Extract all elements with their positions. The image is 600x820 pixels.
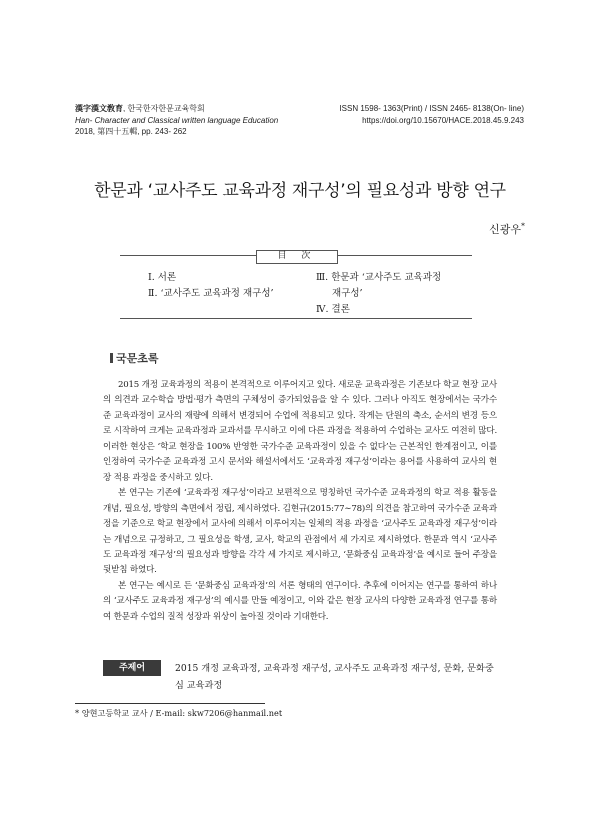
toc-left-column xyxy=(148,270,274,302)
toc-item: 재구성’ xyxy=(332,288,363,299)
journal-english-name: Han- Character and Classical written language Education xyxy=(75,115,279,125)
author-name: 신광우 xyxy=(489,223,521,236)
journal-header: 漢字漢文敎育, 한국한자한문교육학회 Han- Character and Classical written language Education 2018, 第四十五輯, pp. 243- 262 xyxy=(75,104,279,136)
toc-item: Ⅳ. 결론 xyxy=(316,304,350,315)
toc-heading: 目 次 xyxy=(256,250,338,264)
toc-item: Ⅲ. 한문과 ‘교사주도 교육과정 xyxy=(316,272,442,283)
abstract-paragraph: 본 연구는 예시로 든 ‘문화중심 교육과정’의 서론 형태의 연구이다. 추후에 이어지는 연구를 통하여 하나의 ‘교사주도 교육과정 재구성’의 예시를 만들 예정이고, 이와 같은 현장 교사의 다양한 교육과정 연구를 통하여 한문과 수업의 질적 성장과 위상이 높아질 것이라 기대한다. xyxy=(103,580,497,622)
abstract-paragraph: 2015 개정 교육과정의 적용이 본격적으로 이루어지고 있다. 새로운 교육과정은 기존보다 학교 현장 교사의 의견과 교수학습 방법·평가 측면의 구체성이 증가되었음을 알 수 있다. 그러나 아직도 현장에서는 국가수준 교육과정이 교사의 재량에 의해서 변경되어 수업에 적용되고 있다. 작게는 단원의 축소, 순서의 변경 등으로 시작하여 크게는 교육과정과 교과서를 무시하고 이에 다른 과정을 적용하여 수업하는 교사도 여전히 많다. 이러한 현상은 ‘학교 현장을 100% 반영한 국가수준 교육과정이 있을 수 없다’는 근본적인 한계점이고, 이를 인정하여 국가수준 교육과정 고시 문서와 해설서에서도 ‘교육과정 재구성’이라는 용어를 사용하여 교사의 현장 적용 과정을 중시하고 있다. xyxy=(103,380,497,483)
toc-right-column xyxy=(316,270,441,318)
abstract-heading xyxy=(110,350,159,366)
keywords-label: 주제어 xyxy=(103,660,161,676)
toc-item: Ⅰ. 서론 xyxy=(148,272,177,283)
toc-item: Ⅱ. ‘교사주도 교육과정 재구성’ xyxy=(148,288,274,299)
journal-korean-name: 한국한자한문교육학회 xyxy=(127,104,205,113)
heading-bar-marker xyxy=(110,353,113,363)
keywords-text: 2015 개정 교육과정, 교육과정 재구성, 교사주도 교육과정 재구성, 문화, 문화중심 교육과정 xyxy=(175,663,494,691)
author xyxy=(489,221,525,237)
abstract-paragraph: 본 연구는 기존에 ‘교육과정 재구성’이라고 보편적으로 명칭하던 국가수준 교육과정의 학교 적용 활동을 개념, 필요성, 방향의 측면에서 정립, 제시하였다. 김현규(2015:77∼78)의 의견을 참고하여 국가수준 교육과정을 기준으로 학교 현장에서 교사에 의해서 이루어지는 일체의 적용 과정을 ‘교사주도 교육과정 재구성’이라는 개념으로 규정하고, 그 필요성을 학생, 교사, 학교의 관점에서 세 가지로 제시하였다. 한문과 역시 ‘교사주도 교육과정 재구성’의 필요성과 방향을 각각 세 가지로 제시하고, ‘문화중심 교육과정’을 예시로 들어 주장을 뒷받침 하였다. xyxy=(103,488,497,576)
publication-ids xyxy=(339,103,524,126)
journal-name: 漢字漢文敎育 xyxy=(75,104,123,113)
author-footnote: * 양현고등학교 교사 / E-mail: skw7206@hanmail.net xyxy=(75,708,283,718)
author-footnote-mark: * xyxy=(521,221,525,231)
issn: ISSN 1598- 1363(Print) / ISSN 2465- 8138(On- line) xyxy=(339,104,524,113)
journal-issue: 2018, 第四十五輯, pp. 243- 262 xyxy=(75,127,187,136)
abstract-heading-text: 국문초록 xyxy=(116,352,159,365)
table-of-contents xyxy=(120,250,472,319)
footnote-rule xyxy=(75,703,265,704)
paper-title: 한문과 ‘교사주도 교육과정 재구성’의 필요성과 방향 연구 xyxy=(94,181,506,201)
doi-link[interactable]: https://doi.org/10.15670/HACE.2018.45.9.243 xyxy=(362,115,524,125)
abstract-body xyxy=(103,378,497,625)
